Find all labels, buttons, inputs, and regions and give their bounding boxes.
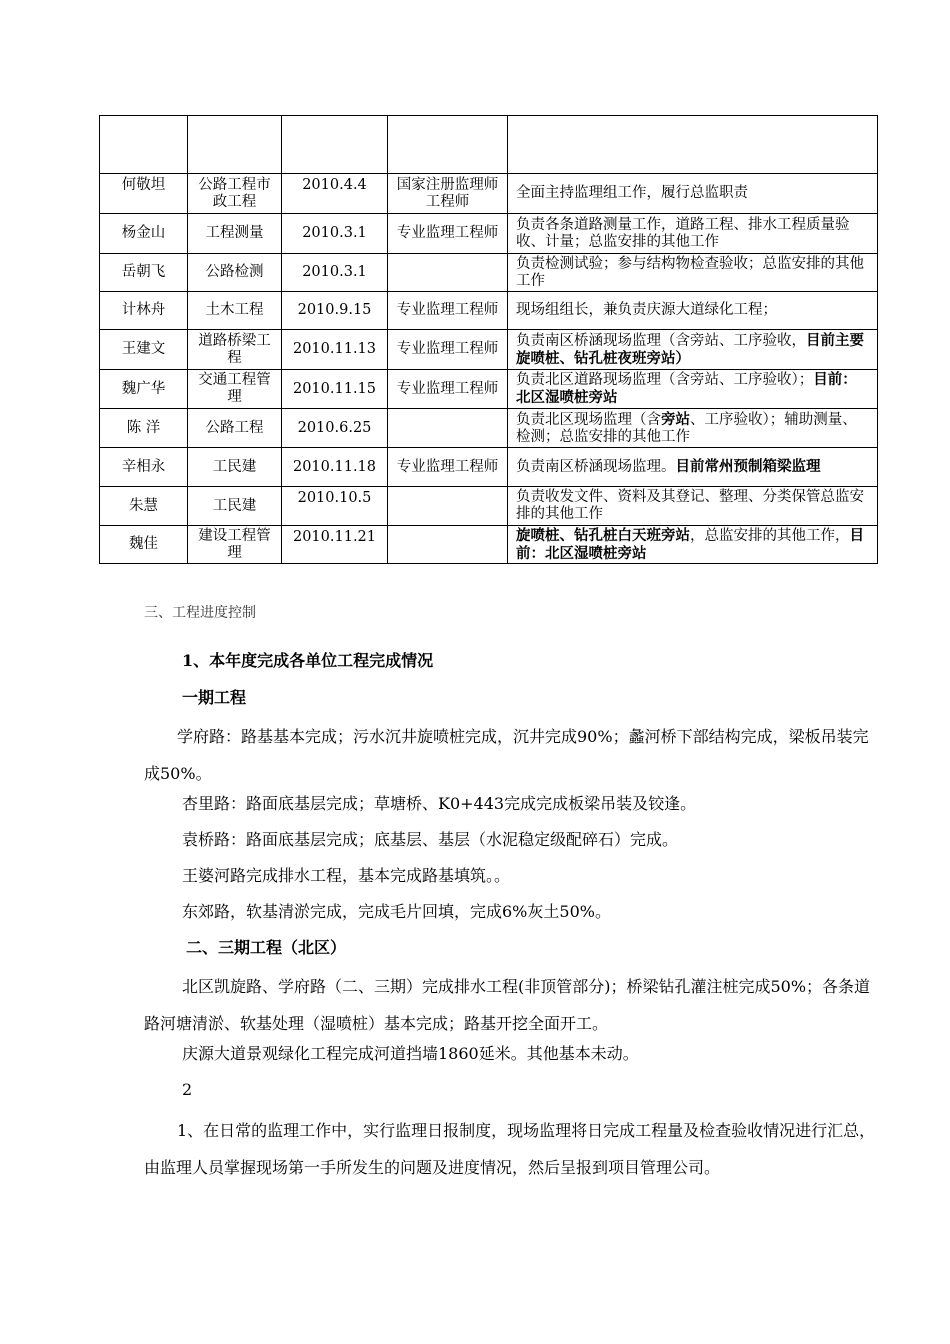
title-cell: 专业监理工程师 <box>388 370 508 409</box>
duty-text: 目前常州预制箱梁监理 <box>675 458 821 475</box>
duty-cell <box>508 370 878 409</box>
name-cell: 岳朝飞 <box>100 254 188 292</box>
name-cell: 朱慧 <box>100 487 188 526</box>
title-cell: 专业监理工程师 <box>388 448 508 487</box>
major-cell: 公路工程 <box>188 409 282 448</box>
title-cell <box>388 487 508 526</box>
name-cell: 魏广华 <box>100 370 188 409</box>
duty-text: ，总监安排的其他工作， <box>690 527 850 544</box>
phase3-title: 二、三期工程（北区） <box>186 938 347 957</box>
date-cell: 2010.4.4 <box>282 174 388 214</box>
table-row <box>100 487 878 526</box>
paragraph-dongjiao: 东郊路，软基清淤完成，完成毛片回填，完成6%灰土50%。 <box>182 902 611 921</box>
date-cell: 2010.10.5 <box>282 487 388 526</box>
duty-text: 目前：北区湿喷桩旁站 <box>516 526 864 562</box>
table-row <box>100 370 878 409</box>
duty-cell <box>508 526 878 564</box>
table-row <box>100 292 878 330</box>
date-cell: 2010.11.18 <box>282 448 388 487</box>
date-cell: 2010.11.13 <box>282 330 388 370</box>
duty-text: 现场组组长，兼负责庆源大道绿化工程； <box>516 302 777 318</box>
date-cell: 2010.6.25 <box>282 409 388 448</box>
name-cell: 计林舟 <box>100 292 188 330</box>
major-cell: 工民建 <box>188 448 282 487</box>
table-row <box>100 526 878 564</box>
duty-cell <box>508 409 878 448</box>
duty-cell <box>508 448 878 487</box>
title-cell: 国家注册监理师工程师 <box>388 174 508 214</box>
section-title: 三、工程进度控制 <box>144 605 256 621</box>
major-cell: 建设工程管理 <box>188 526 282 564</box>
table-row <box>100 409 878 448</box>
duty-cell <box>508 254 878 292</box>
major-cell: 工民建 <box>188 487 282 526</box>
title-cell: 专业监理工程师 <box>388 330 508 370</box>
title-cell <box>388 254 508 292</box>
table-row <box>100 214 878 254</box>
name-cell: 杨金山 <box>100 214 188 254</box>
duty-text: 负责北区道路现场监理（含旁站、工序验收）； <box>516 372 814 388</box>
date-cell: 2010.9.15 <box>282 292 388 330</box>
major-cell: 工程测量 <box>188 214 282 254</box>
name-cell: 魏佳 <box>100 526 188 564</box>
paragraph-wangpo: 王婆河路完成排水工程，基本完成路基填筑。。 <box>182 866 511 885</box>
duty-text: 目前主要旋喷桩、钻孔桩夜班旁站） <box>516 331 864 367</box>
duty-cell <box>508 292 878 330</box>
duty-cell <box>508 174 878 214</box>
duty-text: 负责南区桥涵现场监理。 <box>516 459 676 475</box>
name-cell: 王建文 <box>100 330 188 370</box>
paragraph-xuefu: 学府路：路基基本完成；污水沉井旋喷桩完成，沉井完成90%；蠡河桥下部结构完成，梁板吊装完成50%。 <box>144 727 869 783</box>
duty-text: 负责检测试验；参与结构物检查验收；总监安排的其他工作 <box>516 255 864 289</box>
paragraph-north: 北区凯旋路、学府路（二、三期）完成排水工程(非顶管部分)；桥梁钻孔灌注桩完成50%；各条道路河塘清淤、软基处理（湿喷桩）基本完成；路基开挖全面开工。 <box>144 977 871 1033</box>
date-cell: 2010.3.1 <box>282 214 388 254</box>
title-cell <box>388 116 508 174</box>
staff-table <box>99 115 878 564</box>
major-cell: 土木工程 <box>188 292 282 330</box>
name-cell: 何敬坦 <box>100 174 188 214</box>
title-cell: 专业监理工程师 <box>388 292 508 330</box>
duty-text: 负责北区现场监理（含 <box>516 411 661 428</box>
duty-text: 旁站 <box>661 410 690 428</box>
duty-cell <box>508 214 878 254</box>
date-cell: 2010.11.15 <box>282 370 388 409</box>
table-row <box>100 174 878 214</box>
paragraph-daily: 1、在日常的监理工作中，实行监理日报制度，现场监理将日完成工程量及检查验收情况进行汇总，由监理人员掌握现场第一手所发生的问题及进度情况，然后呈报到项目管理公司。 <box>144 1121 876 1177</box>
name-cell <box>100 116 188 174</box>
duty-cell <box>508 330 878 370</box>
subsection-title: 1、本年度完成各单位工程完成情况 <box>182 651 434 670</box>
duty-cell <box>508 487 878 526</box>
duty-text: 负责收发文件、资料及其登记、整理、分类保管总监安排的其他工作 <box>516 489 864 522</box>
table-row <box>100 254 878 292</box>
major-cell: 公路检测 <box>188 254 282 292</box>
major-cell: 道路桥梁工程 <box>188 330 282 370</box>
major-cell <box>188 116 282 174</box>
duty-text: 负责各条道路测量工作，道路工程、排水工程质量验收、计量；总监安排的其他工作 <box>516 216 850 250</box>
date-cell <box>282 116 388 174</box>
date-cell: 2010.3.1 <box>282 254 388 292</box>
major-cell: 交通工程管理 <box>188 370 282 409</box>
duty-text: 旋喷桩、钻孔桩白天班旁站 <box>516 526 690 544</box>
title-cell: 专业监理工程师 <box>388 214 508 254</box>
title-cell <box>388 526 508 564</box>
name-cell: 辛相永 <box>100 448 188 487</box>
table-row <box>100 330 878 370</box>
paragraph-xingli: 杏里路：路面底基层完成；草塘桥、K0+443完成完成板梁吊装及铰逢。 <box>182 794 697 813</box>
duty-text: 全面主持监理组工作，履行总监职责 <box>516 185 748 201</box>
date-cell: 2010.11.21 <box>282 526 388 564</box>
title-cell <box>388 409 508 448</box>
table-row <box>100 116 878 174</box>
duty-text: 、工序验收）；辅助测量、检测；总监安排的其他工作 <box>516 411 857 445</box>
duty-cell <box>508 116 878 174</box>
paragraph-qingyuan: 庆源大道景观绿化工程完成河道挡墙1860延米。其他基本未动。 <box>182 1044 639 1063</box>
major-cell: 公路工程市政工程 <box>188 174 282 214</box>
duty-text: 目前：北区湿喷桩旁站 <box>516 371 857 406</box>
phase1-title: 一期工程 <box>182 688 247 707</box>
duty-text: 负责南区桥涵现场监理（含旁站、工序验收， <box>516 332 806 349</box>
name-cell: 陈 洋 <box>100 409 188 448</box>
paragraph-yuanqiao: 袁桥路：路面底基层完成；底基层、基层（水泥稳定级配碎石）完成。 <box>182 830 679 849</box>
paragraph-number: 2 <box>182 1080 193 1099</box>
table-row <box>100 448 878 487</box>
